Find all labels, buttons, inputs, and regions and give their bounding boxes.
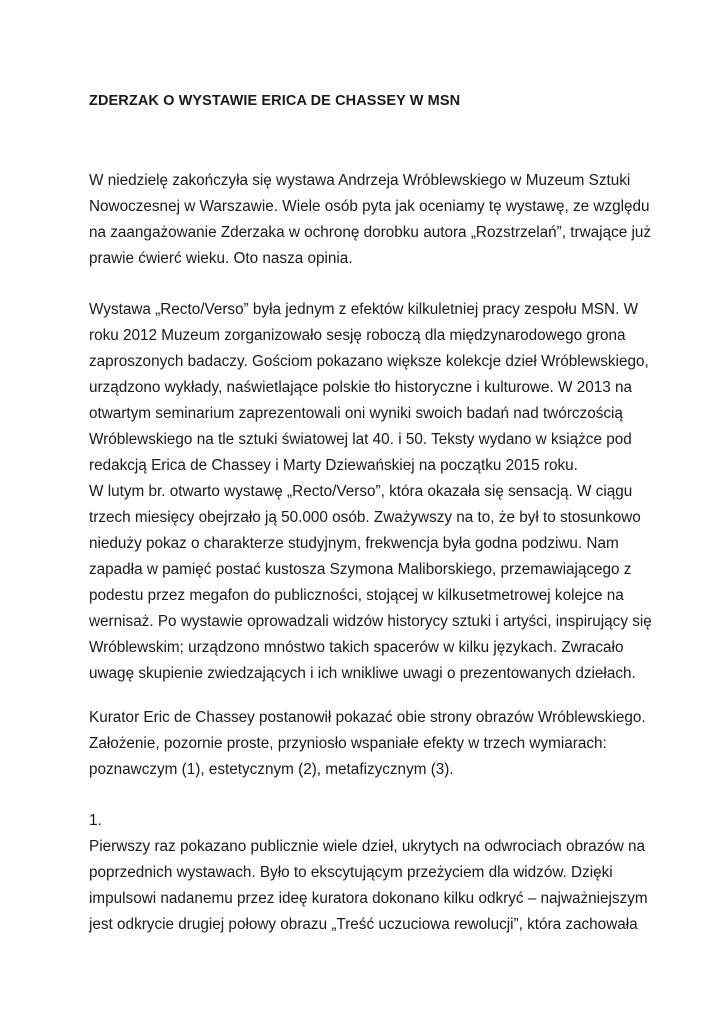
- text-line: W lutym br. otwarto wystawę „Recto/Verso”, która okazała się sensacją. W ciągu: [89, 483, 633, 500]
- text-line: wernisaż. Po wystawie oprowadzali widzów historycy sztuki i artyści, inspirujący się: [89, 613, 652, 630]
- document-title: ZDERZAK O WYSTAWIE ERICA DE CHASSEY W MSN: [89, 93, 461, 109]
- text-line: W niedzielę zakończyła się wystawa Andrzeja Wróblewskiego w Muzeum Sztuki: [89, 172, 631, 189]
- text-line: zaproszonych badaczy. Gościom pokazano większe kolekcje dzieł Wróblewskiego,: [89, 353, 649, 370]
- text-line: Wróblewskiego na tle sztuki światowej lat 40. i 50. Teksty wydano w książce pod: [89, 431, 632, 448]
- paragraph-section-1: [89, 808, 689, 938]
- text-line: Pierwszy raz pokazano publicznie wiele dzieł, ukrytych na odwrociach obrazów na: [89, 838, 646, 855]
- text-line: na zaangażowanie Zderzaka w ochronę dorobku autora „Rozstrzelań”, trwające już: [89, 224, 652, 241]
- text-line: redakcją Erica de Chassey i Marty Dziewańskiej na początku 2015 roku.: [89, 457, 578, 474]
- text-line: impulsowi nadanemu przez ideę kuratora dokonano kilku odkryć – najważniejszym: [89, 890, 648, 907]
- text-line: zapadła w pamięć postać kustosza Szymona Maliborskiego, przemawiającego z: [89, 561, 632, 578]
- text-line: nieduży pokaz o charakterze studyjnym, frekwencja była godna podziwu. Nam: [89, 535, 619, 552]
- paragraph-intro: [89, 168, 689, 272]
- text-line: podestu przez megafon do publiczności, stojącej w kilkusetmetrowej kolejce na: [89, 587, 624, 604]
- text-line: roku 2012 Muzeum zorganizowało sesję roboczą dla międzynarodowego grona: [89, 327, 626, 344]
- text-line: Wystawa „Recto/Verso” była jednym z efektów kilkuletniej pracy zespołu MSN. W: [89, 301, 639, 318]
- text-line: poznawczym (1), estetycznym (2), metafizycznym (3).: [89, 761, 454, 778]
- text-line: Wróblewskim; urządzono mnóstwo takich spacerów w kilku językach. Zwracało: [89, 639, 624, 656]
- text-line: poprzednich wystawach. Było to ekscytującym przeżyciem dla widzów. Dzięki: [89, 864, 613, 881]
- text-line: uwagę skupienie zwiedzających i ich wnikliwe uwagi o prezentowanych dziełach.: [89, 665, 636, 682]
- paragraph-curator: [89, 705, 689, 783]
- text-line: urządzono wykłady, naświetlające polskie tło historyczne i kulturowe. W 2013 na: [89, 379, 633, 396]
- text-line: prawie ćwierć wieku. Oto nasza opinia.: [89, 250, 353, 267]
- text-line: trzech miesięcy obejrzało ją 50.000 osób. Zważywszy na to, że był to stosunkowo: [89, 509, 641, 526]
- text-line: Nowoczesnej w Warszawie. Wiele osób pyta jak oceniamy tę wystawę, ze względu: [89, 198, 650, 215]
- text-line: Założenie, pozornie proste, przyniosło wspaniałe efekty w trzech wymiarach:: [89, 735, 607, 752]
- text-line: otwartym seminarium zaprezentowali oni wyniki swoich badań nad twórczością: [89, 405, 623, 422]
- paragraph-exhibition-history: [89, 297, 689, 687]
- text-line: Kurator Eric de Chassey postanowił pokazać obie strony obrazów Wróblewskiego.: [89, 709, 646, 726]
- text-line: jest odkrycie drugiej połowy obrazu „Treść uczuciowa rewolucji”, która zachowała: [89, 916, 638, 933]
- section-number: 1.: [89, 812, 102, 829]
